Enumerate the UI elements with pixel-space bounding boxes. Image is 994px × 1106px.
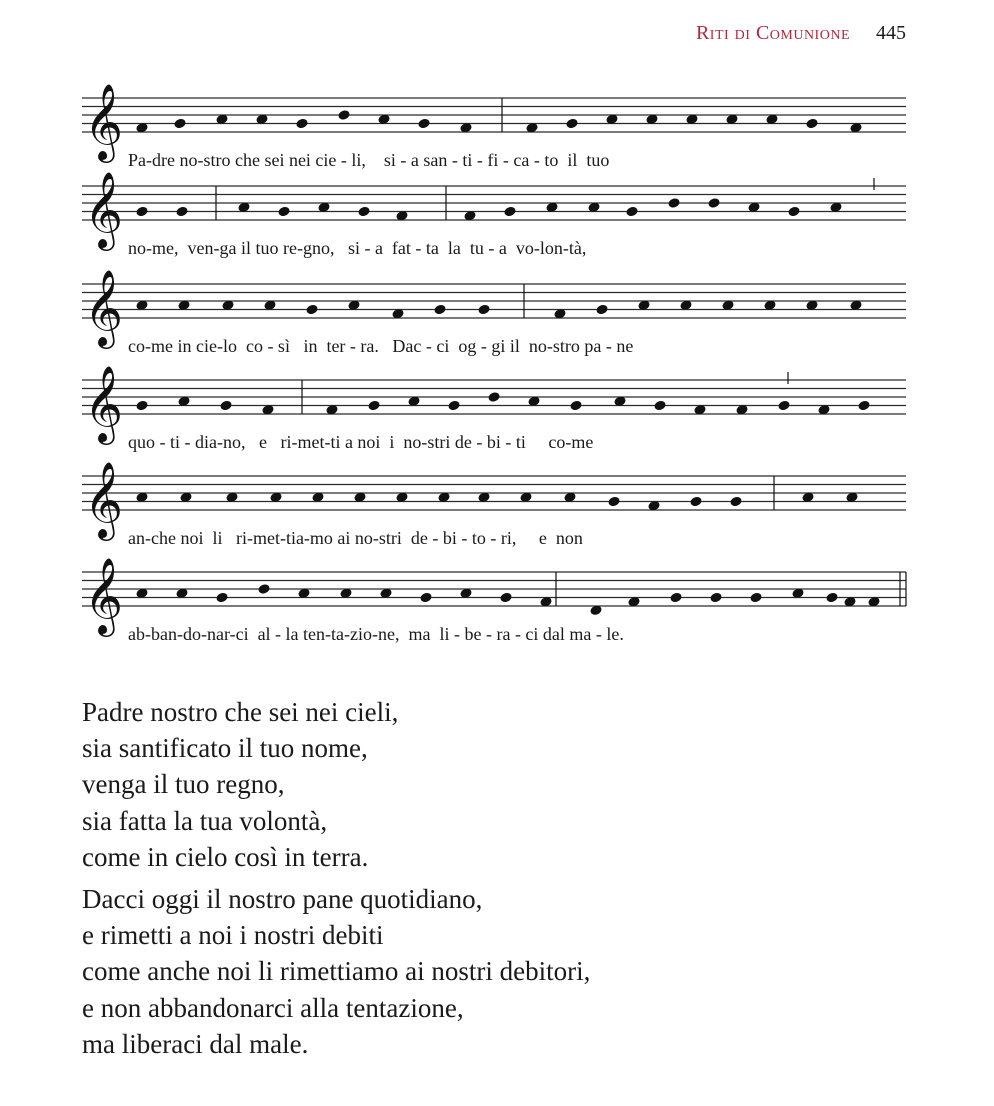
prayer-line: ma liberaci dal male. bbox=[82, 1028, 309, 1059]
note-head bbox=[825, 592, 838, 604]
note-head bbox=[499, 592, 512, 604]
stanza-2 bbox=[82, 881, 590, 1062]
page-number: 445 bbox=[876, 22, 906, 44]
prayer-line: come in cielo così in terra. bbox=[82, 841, 369, 872]
note-head bbox=[417, 118, 430, 130]
prayer-line: e non abbandonarci alla tentazione, bbox=[82, 992, 464, 1023]
note-head bbox=[257, 583, 270, 595]
note-head bbox=[669, 592, 682, 604]
treble-clef-icon: 𝄞 bbox=[84, 83, 124, 160]
note-head bbox=[689, 496, 702, 508]
section-title: Riti di Comunione bbox=[695, 22, 850, 44]
chant-system bbox=[82, 83, 906, 170]
note-head bbox=[707, 197, 720, 209]
note-head bbox=[135, 206, 148, 218]
prayer-line: sia fatta la tua volontà, bbox=[82, 805, 328, 836]
chant-system bbox=[82, 557, 906, 644]
note-head bbox=[367, 400, 380, 412]
treble-clef-icon: 𝄞 bbox=[84, 171, 124, 248]
note-head bbox=[777, 400, 790, 412]
stanza-1 bbox=[82, 694, 590, 875]
note-head bbox=[277, 206, 290, 218]
note-head bbox=[749, 592, 762, 604]
chant-system bbox=[82, 461, 906, 548]
note-head bbox=[135, 400, 148, 412]
note-head bbox=[219, 400, 232, 412]
note-head bbox=[357, 206, 370, 218]
note-head bbox=[607, 496, 620, 508]
prayer-text bbox=[82, 694, 590, 1062]
note-head bbox=[487, 391, 500, 403]
note-head bbox=[295, 118, 308, 130]
prayer-line: Dacci oggi il nostro pane quotidiano, bbox=[82, 884, 483, 915]
note-head bbox=[503, 206, 516, 218]
prayer-line: venga il tuo regno, bbox=[82, 769, 285, 800]
treble-clef-icon: 𝄞 bbox=[84, 269, 124, 346]
note-head bbox=[215, 592, 228, 604]
note-head bbox=[625, 206, 638, 218]
note-head bbox=[787, 206, 800, 218]
note-head bbox=[805, 118, 818, 130]
note-head bbox=[709, 592, 722, 604]
chant-system bbox=[82, 365, 906, 452]
note-head bbox=[857, 400, 870, 412]
chant-lyrics: ab-ban-do-nar-ci al - la ten-ta-zio-ne, ma li - be - ra - ci dal ma - le. bbox=[128, 624, 624, 644]
chant-system bbox=[82, 171, 906, 258]
note-head bbox=[433, 304, 446, 316]
note-head bbox=[447, 400, 460, 412]
note-head bbox=[175, 206, 188, 218]
note-head bbox=[305, 304, 318, 316]
chant-lyrics: co-me in cie-lo co - sì in ter - ra. Dac - ci og - gi il no-stro pa - ne bbox=[128, 336, 634, 356]
note-head bbox=[477, 304, 490, 316]
prayer-line: e rimetti a noi i nostri debiti bbox=[82, 920, 384, 951]
chant-lyrics: no-me, ven-ga il tuo re-gno, si - a fat - ta la tu - a vo-lon-tà, bbox=[128, 238, 587, 258]
chant-lyrics: quo - ti - dia-no, e ri-met-ti a noi i no-stri de - bi - ti co-me bbox=[128, 432, 594, 452]
note-head bbox=[569, 400, 582, 412]
note-head bbox=[653, 400, 666, 412]
note-head bbox=[667, 197, 680, 209]
prayer-line: Padre nostro che sei nei cieli, bbox=[82, 697, 399, 727]
prayer-line: come anche noi li rimettiamo ai nostri debitori, bbox=[82, 956, 591, 987]
note-head bbox=[419, 592, 432, 604]
note-head bbox=[595, 304, 608, 316]
note-head bbox=[565, 118, 578, 130]
note-head bbox=[173, 118, 186, 130]
treble-clef-icon: 𝄞 bbox=[84, 557, 124, 634]
treble-clef-icon: 𝄞 bbox=[84, 365, 124, 442]
note-head bbox=[729, 496, 742, 508]
prayer-line: sia santificato il tuo nome, bbox=[82, 733, 368, 764]
note-head bbox=[337, 109, 350, 121]
chant-lyrics: Pa-dre no-stro che sei nei cie - li, si - a san - ti - fi - ca - to il tuo bbox=[128, 150, 610, 170]
chant-lyrics: an-che noi li ri-met-tia-mo ai no-stri de - bi - to - ri, e non bbox=[128, 528, 583, 548]
treble-clef-icon: 𝄞 bbox=[84, 461, 124, 538]
chant-system bbox=[82, 269, 906, 356]
